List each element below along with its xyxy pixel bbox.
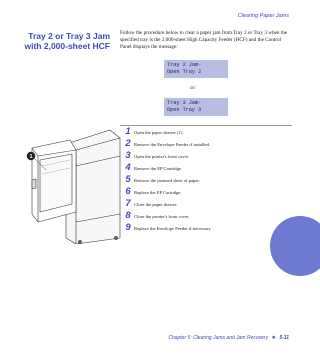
step-number: 8: [125, 210, 131, 221]
message-line: Tray 2 Jam-: [167, 62, 202, 68]
step-item: [124, 139, 292, 149]
step-item: [124, 211, 292, 221]
hcf-drawer-illustration: [22, 126, 122, 244]
step-text: Remove the Envelope Feeder if installed.: [134, 141, 211, 147]
step-text: Close the paper drawer.: [134, 201, 178, 207]
step-number: 6: [125, 186, 131, 197]
footer-chapter: Chapter 5: Clearing Jams and Jam Recovery: [168, 335, 269, 341]
section-heading-line-2: with 2,000-sheet HCF: [24, 41, 110, 51]
step-item: [124, 127, 292, 137]
running-header: Clearing Paper Jams: [237, 13, 289, 19]
step-item: [124, 187, 292, 197]
message-line: Open Tray 3: [167, 107, 202, 113]
section-heading: [8, 31, 110, 51]
page-number: 5-11: [279, 335, 289, 341]
page-footer: [168, 335, 289, 341]
step-text: Remove the EP Cartridge.: [134, 165, 183, 171]
step-number: 9: [125, 222, 131, 233]
step-item: [124, 175, 292, 185]
step-text: Open the paper drawer (1).: [134, 129, 184, 135]
step-number: 3: [125, 150, 131, 161]
control-panel-message-tray-2: [164, 60, 228, 78]
step-text: Open the printer's front cover.: [134, 153, 190, 159]
step-number: 5: [125, 174, 131, 185]
step-item: [124, 223, 292, 233]
section-heading-line-1: Tray 2 or Tray 3 Jam: [28, 31, 110, 41]
step-text: Replace the EP Cartridge.: [134, 189, 182, 195]
step-number: 7: [125, 198, 131, 209]
section-divider: [120, 125, 292, 126]
step-number: 4: [125, 162, 131, 173]
step-text: Replace the Envelope Feeder if necessary.: [134, 225, 212, 231]
or-separator: or:: [190, 85, 196, 91]
intro-paragraph: Follow the procedure below to clear a paper jam from Tray 2 or Tray 3 when the specified tray is the 2,000-sheet High Capacity Feeder (HCF) and the Control Panel displays the message:: [120, 30, 288, 50]
control-panel-message-tray-3: [164, 98, 228, 116]
step-text: Close the printer's front cover.: [134, 213, 190, 219]
message-line: Tray 3 Jam-: [167, 100, 202, 106]
callout-number: 1: [29, 154, 33, 160]
step-text: Remove the jammed sheet of paper.: [134, 177, 200, 183]
step-number: 2: [125, 138, 131, 149]
message-line: Open Tray 2: [167, 69, 202, 75]
chapter-tab: [270, 216, 320, 276]
step-item: [124, 151, 292, 161]
step-item: [124, 163, 292, 173]
step-item: [124, 199, 292, 209]
step-number: 1: [125, 126, 131, 137]
footer-arrow-icon: ❖: [271, 335, 276, 341]
